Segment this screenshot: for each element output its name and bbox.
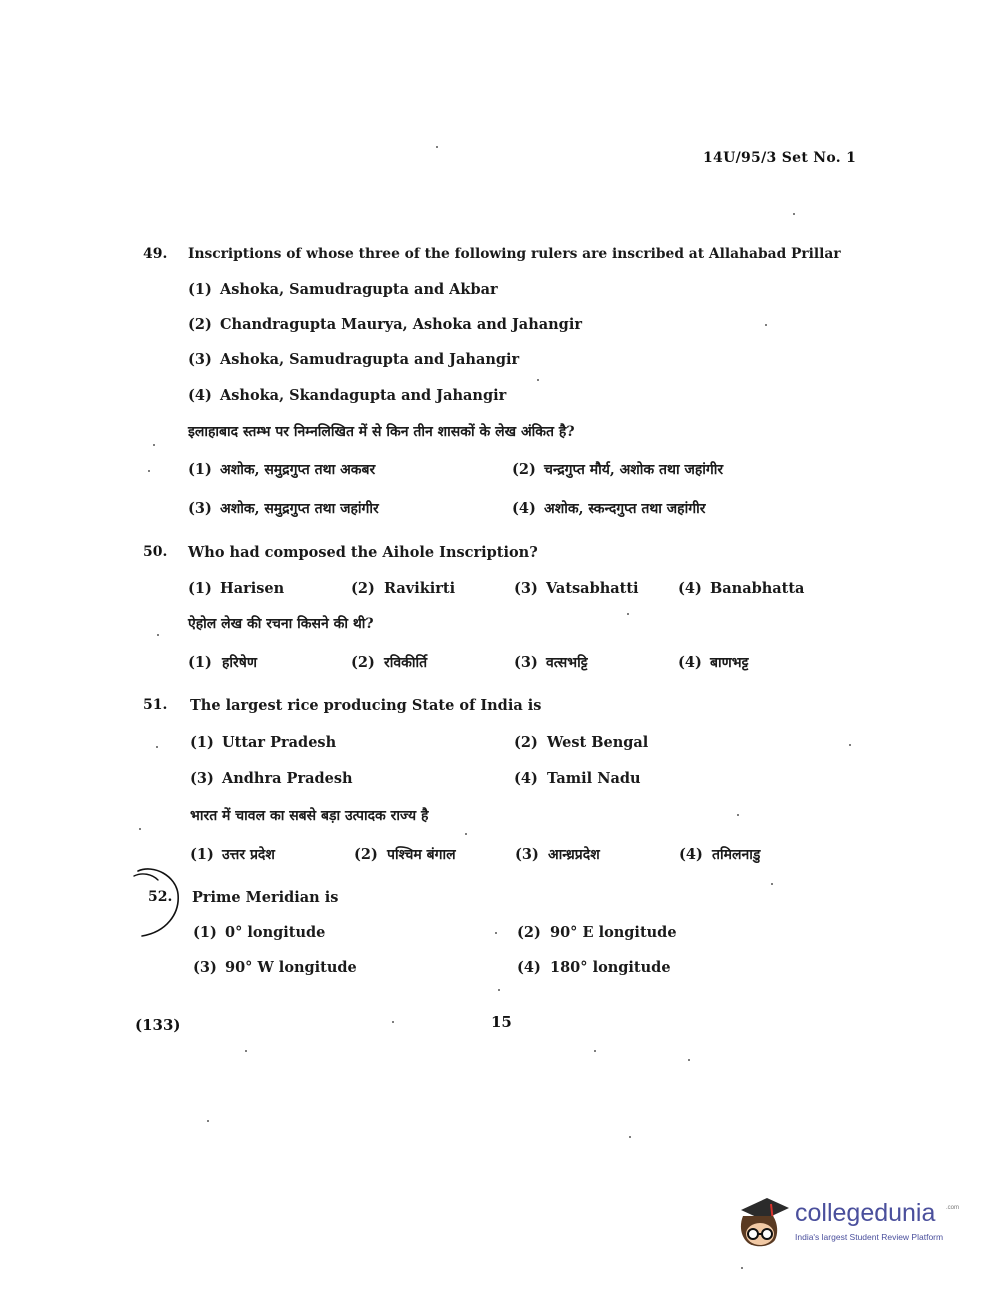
q50-hi-option-1-num: (1): [188, 654, 212, 671]
scan-speck: [741, 1267, 743, 1269]
scan-speck: [771, 883, 773, 885]
q51-option-4-num: (4): [514, 770, 538, 787]
q49-option-4-text: Ashoka, Skandagupta and Jahangir: [220, 387, 507, 404]
q49-hi-option-2-text: चन्द्रगुप्त मौर्य, अशोक तथा जहांगीर: [544, 462, 724, 478]
q51-hi-option-2-num: (2): [354, 846, 378, 863]
q49-hi-option-1-num: (1): [188, 461, 212, 478]
q52-option-3-text: 90° W longitude: [225, 959, 357, 976]
question-49-text-hi: इलाहाबाद स्तम्भ पर निम्नलिखित में से किन तीन शासकों के लेख अंकित है?: [188, 424, 575, 440]
q50-option-1-text: Harisen: [220, 580, 285, 597]
q50-option-4-text: Banabhatta: [710, 580, 805, 597]
q51-hi-option-3-num: (3): [515, 846, 539, 863]
q50-hi-option-4-num: (4): [678, 654, 702, 671]
q50-hi-option-3-num: (3): [514, 654, 538, 671]
brand-name: collegedunia: [795, 1199, 936, 1227]
scan-speck: [465, 833, 467, 835]
q49-hi-option-4-text: अशोक, स्कन्दगुप्त तथा जहांगीर: [544, 501, 706, 517]
q52-option-4-num: (4): [517, 959, 541, 976]
q52-option-1-text: 0° longitude: [225, 924, 326, 941]
page-number: 15: [491, 1013, 512, 1031]
q51-option-1-num: (1): [190, 734, 214, 751]
brand-tagline: India's largest Student Review Platform: [795, 1232, 944, 1242]
question-50-text-hi: ऐहोल लेख की रचना किसने की थी?: [188, 616, 374, 632]
brand-domain-suffix: .com: [946, 1205, 960, 1211]
q51-hi-option-3-text: आन्ध्रप्रदेश: [548, 847, 600, 863]
scan-speck: [537, 379, 539, 381]
q51-hi-option-2-text: पश्चिम बंगाल: [387, 847, 456, 863]
q51-option-3-num: (3): [190, 770, 214, 787]
q50-option-3-num: (3): [514, 580, 538, 597]
scan-speck: [245, 1050, 247, 1052]
q49-option-2-num: (2): [188, 316, 212, 333]
q51-hi-option-1-num: (1): [190, 846, 214, 863]
mascot-icon: [733, 1192, 791, 1252]
scan-speck: [688, 1059, 690, 1061]
q51-option-2-num: (2): [514, 734, 538, 751]
q50-hi-option-2-text: रविकीर्ति: [384, 655, 428, 671]
set-code: 14U/95/3 Set No. 1: [703, 150, 857, 166]
scan-speck: [793, 213, 795, 215]
q49-option-1-num: (1): [188, 281, 212, 298]
scan-speck: [392, 1021, 394, 1023]
question-52-text-en: Prime Meridian is: [192, 889, 339, 906]
q49-option-1-text: Ashoka, Samudragupta and Akbar: [220, 281, 498, 298]
q51-hi-option-4-num: (4): [679, 846, 703, 863]
q51-hi-option-4-text: तमिलनाडु: [712, 847, 761, 863]
scan-speck: [139, 828, 141, 830]
scan-speck: [207, 1120, 209, 1122]
q49-option-2-text: Chandragupta Maurya, Ashoka and Jahangir: [220, 316, 582, 333]
q50-option-2-text: Ravikirti: [384, 580, 456, 597]
scan-speck: [737, 814, 739, 816]
question-51-text-en: The largest rice producing State of India is: [190, 697, 542, 714]
scan-speck: [594, 1050, 596, 1052]
q50-hi-option-3-text: वत्सभट्टि: [546, 655, 588, 671]
scan-speck: [157, 634, 159, 636]
scan-speck: [495, 932, 497, 934]
q52-option-2-text: 90° E longitude: [550, 924, 677, 941]
scan-speck: [765, 324, 767, 326]
q49-hi-option-3-num: (3): [188, 500, 212, 517]
q51-option-2-text: West Bengal: [547, 734, 649, 751]
q51-hi-option-1-text: उत्तर प्रदेश: [222, 847, 275, 863]
q49-hi-option-1-text: अशोक, समुद्रगुप्त तथा अकबर: [220, 462, 376, 478]
q49-hi-option-4-num: (4): [512, 500, 536, 517]
scan-speck: [629, 1136, 631, 1138]
q51-option-4-text: Tamil Nadu: [547, 770, 641, 787]
q52-option-4-text: 180° longitude: [550, 959, 671, 976]
scan-speck: [498, 989, 500, 991]
q52-option-1-num: (1): [193, 924, 217, 941]
q51-option-1-text: Uttar Pradesh: [222, 734, 337, 751]
question-number-51: 51.: [143, 697, 168, 713]
question-number-52: 52.: [148, 889, 173, 905]
question-50-text-en: Who had composed the Aihole Inscription?: [188, 544, 538, 561]
q50-option-1-num: (1): [188, 580, 212, 597]
scan-speck: [148, 470, 150, 472]
q50-option-2-num: (2): [351, 580, 375, 597]
q49-hi-option-2-num: (2): [512, 461, 536, 478]
q49-option-3-text: Ashoka, Samudragupta and Jahangir: [220, 351, 520, 368]
q50-option-3-text: Vatsabhatti: [546, 580, 639, 597]
collegedunia-logo: [733, 1192, 963, 1256]
question-number-50: 50.: [143, 544, 168, 560]
question-number-49: 49.: [143, 246, 168, 262]
q49-option-4-num: (4): [188, 387, 212, 404]
scan-speck: [849, 744, 851, 746]
q50-hi-option-4-text: बाणभट्ट: [710, 655, 749, 671]
q49-hi-option-3-text: अशोक, समुद्रगुप्त तथा जहांगीर: [220, 501, 379, 517]
scan-speck: [156, 746, 158, 748]
scan-speck: [153, 444, 155, 446]
q50-hi-option-1-text: हरिषेण: [222, 655, 257, 671]
q52-option-3-num: (3): [193, 959, 217, 976]
question-49-text-en: Inscriptions of whose three of the following rulers are inscribed at Allahabad Prillar: [188, 246, 841, 262]
q50-hi-option-2-num: (2): [351, 654, 375, 671]
scan-speck: [627, 613, 629, 615]
q51-option-3-text: Andhra Pradesh: [222, 770, 353, 787]
q52-option-2-num: (2): [517, 924, 541, 941]
footer-code: (133): [135, 1016, 181, 1034]
q50-option-4-num: (4): [678, 580, 702, 597]
q49-option-3-num: (3): [188, 351, 212, 368]
scan-speck: [436, 146, 438, 148]
question-51-text-hi: भारत में चावल का सबसे बड़ा उत्पादक राज्य है: [190, 808, 429, 824]
